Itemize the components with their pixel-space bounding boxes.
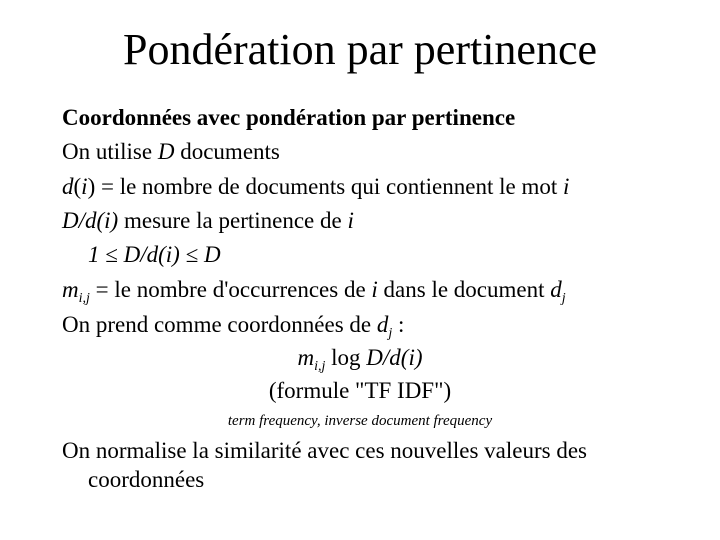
normalization-statement-cont: coordonnées bbox=[88, 467, 205, 492]
variable-i: i bbox=[371, 277, 378, 302]
text-fragment: = le nombre de documents qui contiennent le mot bbox=[95, 174, 563, 199]
formula-name: (formule "TF IDF") bbox=[268, 378, 452, 403]
variable-m: m bbox=[297, 345, 315, 370]
relevance-bounds bbox=[88, 241, 221, 269]
text-fragment: On utilise bbox=[62, 139, 158, 164]
slide-title: Pondération par pertinence bbox=[122, 25, 598, 74]
expression-D-over-d-i: D/d(i) bbox=[62, 208, 119, 233]
variable-i: i bbox=[347, 208, 354, 233]
variable-d: d bbox=[550, 277, 562, 302]
function-d: d bbox=[62, 174, 74, 199]
paren-open: ( bbox=[73, 174, 82, 199]
coordinates-statement bbox=[62, 311, 404, 339]
formula-expansion: term frequency, inverse document frequency bbox=[227, 413, 493, 429]
text-fragment: On prend comme coordonnées de bbox=[62, 312, 377, 337]
variable-i: i bbox=[81, 174, 88, 199]
variable-i: i bbox=[562, 174, 570, 199]
text-fragment: = le nombre d'occurrences de bbox=[89, 277, 372, 302]
subscript-ij: i,j bbox=[314, 359, 326, 374]
subscript-ij: i,j bbox=[78, 291, 90, 306]
occurrence-definition bbox=[62, 276, 566, 304]
variable-D: D bbox=[157, 139, 175, 164]
text-fragment: : bbox=[392, 312, 405, 337]
normalization-statement: On normalise la similarité avec ces nouvelles valeurs des bbox=[62, 438, 587, 463]
section-heading: Coordonnées avec pondération par pertinence bbox=[62, 105, 516, 130]
variable-m: m bbox=[62, 277, 79, 302]
relevance-definition bbox=[62, 207, 354, 235]
variable-d: d bbox=[376, 312, 389, 337]
inequality: 1 ≤ D/d(i) ≤ D bbox=[88, 242, 221, 267]
paren-close: ) bbox=[87, 174, 96, 199]
documents-count-line bbox=[62, 138, 280, 166]
text-fragment: documents bbox=[174, 139, 280, 164]
text-fragment: dans le document bbox=[377, 277, 551, 302]
text-fragment: mesure la pertinence de bbox=[118, 208, 348, 233]
expression-D-over-d-i: D/d(i) bbox=[366, 345, 423, 370]
text-fragment: log bbox=[325, 345, 367, 370]
subscript-j: j bbox=[388, 326, 393, 341]
tfidf-formula bbox=[0, 344, 720, 372]
document-frequency-definition bbox=[62, 173, 569, 201]
subscript-j: j bbox=[561, 291, 566, 306]
